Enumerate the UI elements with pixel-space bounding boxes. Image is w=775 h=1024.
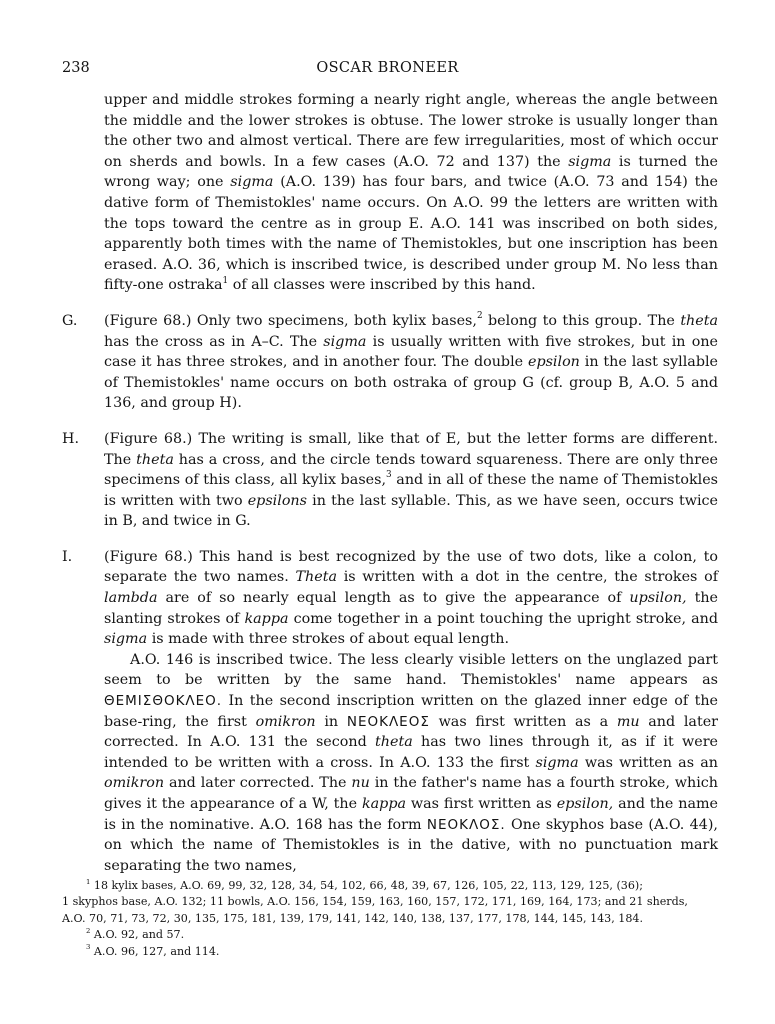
footnote-ref-2[interactable]: 2 [476,311,483,322]
group-g-section [62,311,719,414]
group-i-paragraph-2 [104,650,718,877]
italic-term: sigma [568,153,612,170]
text-run: was written as an [578,754,718,771]
italic-term: theta [136,451,174,468]
text-run: and later corrected. The [164,775,352,792]
footnote-2-text: A.O. 92, and 57. [93,928,185,942]
text-run: has the cross as in A–C. The [104,333,324,350]
text-run: (Figure 68.) The writing is small, like that of E, but the letter forms are different. The [104,430,718,468]
text-run: come together in a point touching the upright stroke, and [288,610,718,627]
greek-inscription: ΘΕΜΙΣΘΟΚΛΕΟ. [104,693,223,710]
text-run: A.O. 146 is inscribed twice. The less clearly visible letters on the unglazed part seem to be written by the same hand. Themistokles' name appears as [104,651,718,689]
text-run: (A.O. 139) has four bars, and twice (A.O. 73 and 154) the dative form of Themistokles' name occurs. On A.O. 99 the letters are written with the tops toward the centre as in group E. A.O. 141 was inscribed on both sides, apparently both times with the name of Themistokles, but one inscription has been erased. A.O. 36, which is inscribed twice, is described under group M. No less than fifty-one ostraka [104,174,718,294]
text-run: and in all of these the name of Themistokles is written with two [104,472,719,509]
group-g-paragraph [104,311,718,414]
footnote-1-line [62,878,718,894]
footnote-1-line: A.O. 70, 71, 73, 72, 30, 135, 175, 181, 139, 179, 141, 142, 140, 138, 137, 177, 178, 144, 145, 143, 184. [62,911,643,925]
group-i-paragraph-1 [104,547,718,650]
text-run: was first written as [406,796,557,812]
text-run: (Figure 68.) This hand is best recognized by the use of two dots, like a colon, to separate the two names. [104,548,718,586]
italic-term: epsilon [527,354,580,371]
italic-term: epsilons [247,492,307,509]
italic-term: Theta [295,569,337,586]
greek-inscription: ΝΕΟΚΛΟΣ. [426,816,506,833]
text-run: is usually written with five strokes, but in one case it has three strokes, and in another four. The double [104,333,718,371]
italic-term: omikron [104,775,165,792]
italic-term: upsilon, [629,590,687,607]
footnote-1-text: 18 kylix bases, A.O. 69, 99, 32, 128, 34, 54, 102, 66, 48, 39, 67, 126, 105, 22, 113, 129, 125, (36); [93,879,643,892]
text-run: in [315,713,347,730]
page-header [0,60,775,80]
text-run: is turned the wrong way; one [104,153,718,191]
italic-term: sigma [535,754,579,771]
italic-term: sigma [230,174,274,191]
italic-term: lambda [104,590,158,607]
main-text [62,90,719,876]
text-run: in the father's name has a fourth stroke, which gives it the appearance of a W, the [104,775,718,812]
text-run: and later corrected. In A.O. 131 the second [104,713,718,751]
group-i-section [62,547,718,877]
footnote-3 [62,944,718,960]
italic-term: kappa [244,610,289,627]
group-h-letter: H. [62,430,80,447]
footnote-3-mark: 3 [86,943,91,952]
footnote-ref-1[interactable]: 1 [222,275,229,286]
footnote-1-mark: 1 [86,877,91,886]
continuation-paragraph [104,90,718,296]
text-run: of all classes were inscribed by this hand. [228,277,536,294]
text-run: in the last syllable. This, as we have seen, occurs twice in B, and twice in G. [104,492,718,530]
text-run: is written with a dot in the centre, the strokes of [336,569,718,586]
text-run: belong to this group. The [482,312,681,329]
text-run: are of so nearly equal length as to give the appearance of [157,590,630,607]
italic-term: sigma [323,333,367,350]
text-run: has two lines through it, as if it were intended to be written with a cross. In A.O. 133 the first [104,734,718,771]
italic-term: theta [375,734,413,751]
italic-term: epsilon, [556,796,614,812]
text-run: in the last syllable of Themistokles' name occurs on both ostraka of group G (cf. group B, A.O. 5 and 136, and group H). [104,354,719,412]
page-number: 238 [62,60,90,76]
italic-term: mu [616,713,640,730]
footnotes [62,878,718,960]
italic-term: kappa [362,796,407,812]
footnote-2 [62,927,718,943]
group-h-section [62,429,719,532]
text-run: was first written as a [429,713,617,730]
text-run: is made with three strokes of about equal length. [147,631,510,648]
greek-inscription: ΝΕΟΚΛΕΟΣ [346,713,430,730]
text-run: upper and middle strokes forming a nearly right angle, whereas the angle between the middle and the lower strokes is obtuse. The lower stroke is usually longer than the other two and almost vertical. There are few irregularities, most of which occur on sherds and bowls. In a few cases (A.O. 72 and 137) the [104,92,718,170]
text-run: and the name is in the nominative. A.O. 168 has the form [104,796,718,833]
group-g-letter: G. [62,312,78,329]
text-run: the slanting strokes of [104,590,718,627]
group-i-letter: I. [62,548,73,565]
running-head: OSCAR BRONEER [316,60,459,76]
italic-term: omikron [255,713,316,730]
italic-term: sigma [104,631,148,648]
footnote-ref-3[interactable]: 3 [386,470,392,481]
footnote-1-line: 1 skyphos base, A.O. 132; 11 bowls, A.O. 156, 154, 159, 163, 160, 157, 172, 171, 169, 164, 173; and 21 sherds, [62,895,688,909]
italic-term: theta [680,312,718,329]
footnote-2-mark: 2 [86,926,91,935]
text-run: One skyphos base (A.O. 44), on which the name of Themistokles is in the dative, with no punctuation mark separating the two names, [104,816,718,874]
text-run: In the second inscription written on the glazed inner edge of the base-ring, the first [104,693,718,730]
group-h-paragraph [104,429,718,532]
text-run: (Figure 68.) Only two specimens, both kylix bases, [104,312,477,329]
italic-term: nu [351,775,370,792]
text-run: has a cross, and the circle tends toward squareness. There are only three specimens of this class, all kylix bases, [104,451,718,489]
footnote-3-text: A.O. 96, 127, and 114. [93,944,220,958]
